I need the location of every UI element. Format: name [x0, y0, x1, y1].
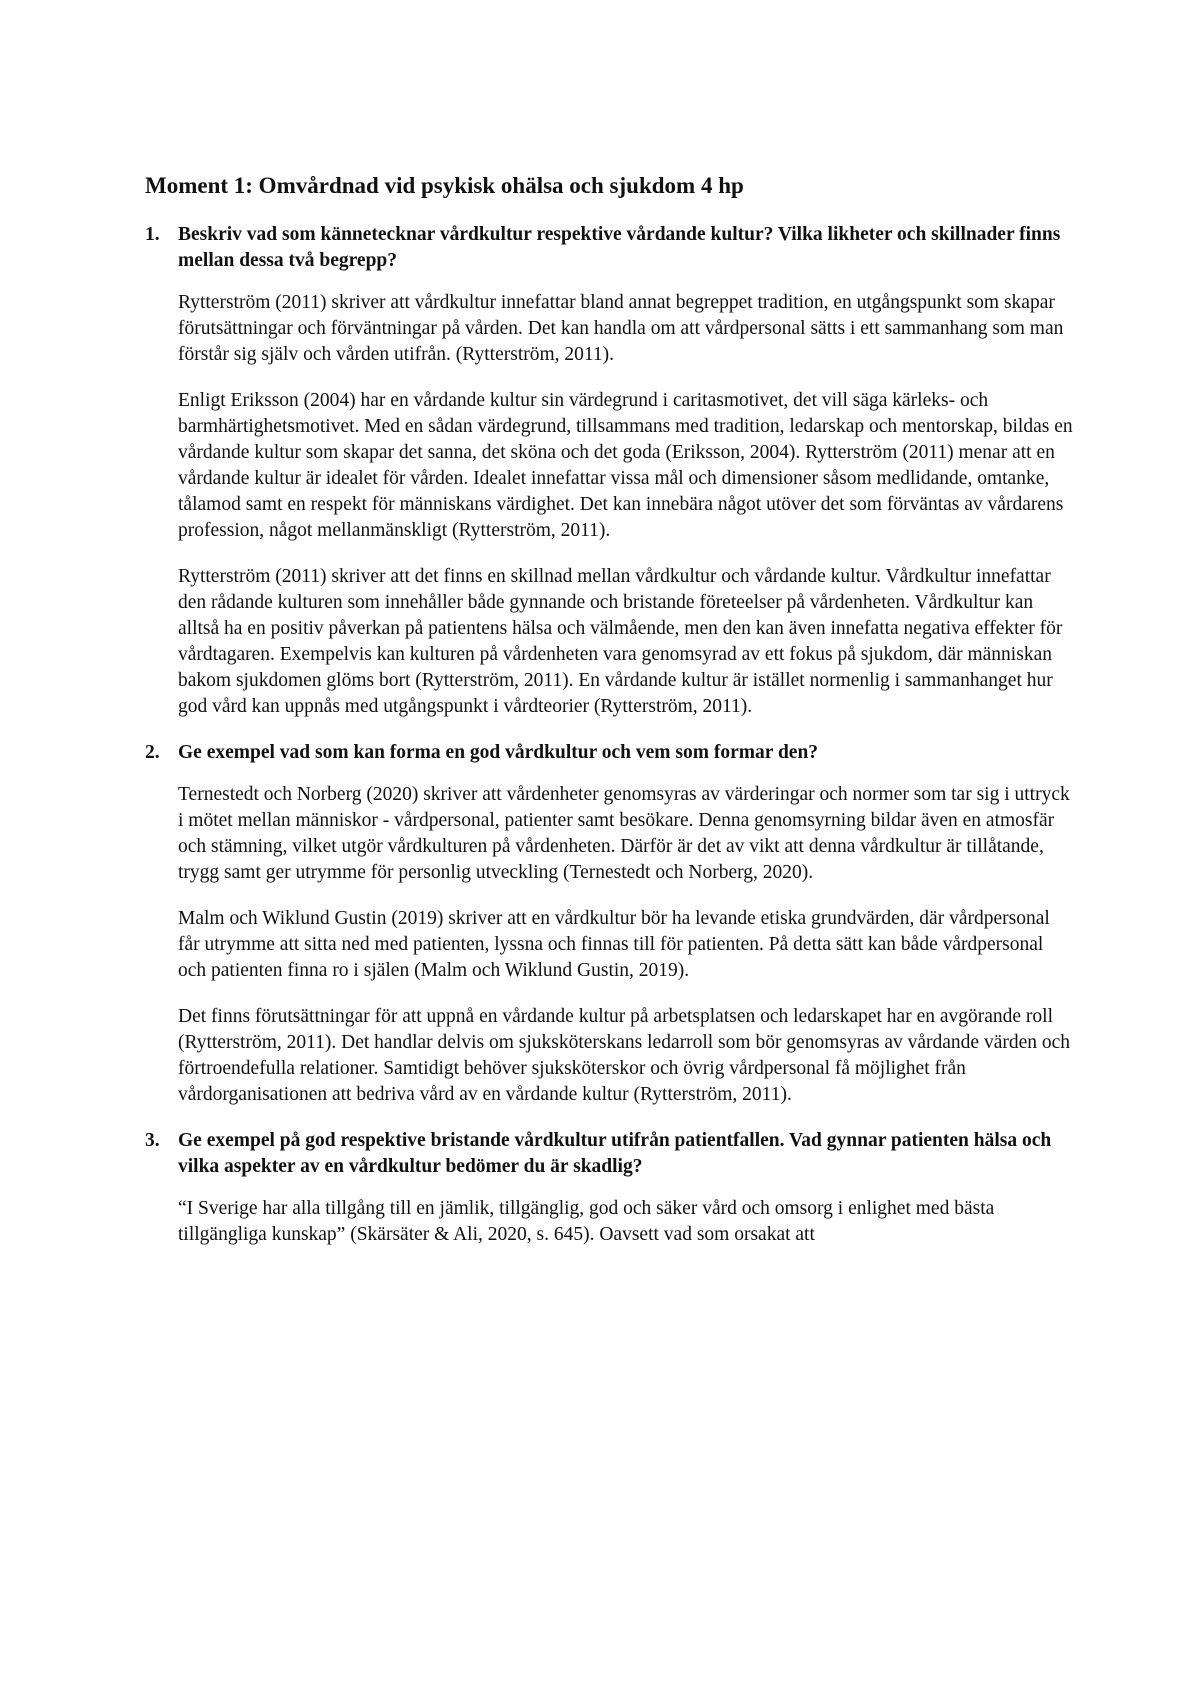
paragraph: Rytterström (2011) skriver att det finns en skillnad mellan vårdkultur och vårdande kultur. Vårdkultur innefattar den rådande kulturen som innehåller både gynnande och bristande företeelser på vårdenheten. Vårdkultur kan alltså ha en positiv påverkan på patientens hälsa och välmående, men den kan även innefatta negativa effekter för vårdtagaren. Exempelvis kan kulturen på vårdenheten vara genomsyrad av ett fokus på sjukdom, där människan bakom sjukdomen glöms bort (Rytterström, 2011). En vårdande kultur är istället normenlig i sammanhanget hur god vård kan uppnås med utgångspunkt i vårdteorier (Rytterström, 2011).: [178, 566, 1063, 717]
paragraph: Enligt Eriksson (2004) har en vårdande kultur sin värdegrund i caritasmotivet, det vill säga kärleks- och barmhärtighetsmotivet. Med en sådan värdegrund, tillsammans med tradition, ledarskap och mentorskap, bildas en vårdande kultur som skapar det sanna, det sköna och det goda (Eriksson, 2004). Rytterström (2011) menar att en vårdande kultur är idealet för vården. Idealet innefattar vissa mål och dimensioner såsom medlidande, omtanke, tålamod samt en respekt för människans värdighet. Det kan innebära något utöver det som förväntas av vårdarens profession, något mellanmänskligt (Rytterström, 2011).: [178, 390, 1073, 541]
paragraph: Det finns förutsättningar för att uppnå en vårdande kultur på arbetsplatsen och ledarskapet har en avgörande roll (Rytterström, 2011). Det handlar delvis om sjuksköterskans ledarroll som bör genomsyras av vårdande värden och förtroendefulla relationer. Samtidigt behöver sjuksköterskor och övrig vårdpersonal få möjlighet från vårdorganisationen att bedriva vård av en vårdande kultur (Rytterström, 2011).: [178, 1006, 1071, 1105]
question-number: 2.: [145, 742, 160, 763]
question-text: Ge exempel på god respektive bristande vårdkultur utifrån patientfallen. Vad gynnar patienten hälsa och vilka aspekter av en vårdkultur bedömer du är skadlig?: [178, 1130, 1052, 1177]
question-text: Ge exempel vad som kan forma en god vårdkultur och vem som formar den?: [178, 742, 819, 763]
question-number: 3.: [145, 1130, 160, 1151]
paragraph: Ternestedt och Norberg (2020) skriver att vårdenheter genomsyras av värderingar och normer som tar sig i uttryck i mötet mellan människor - vårdpersonal, patienter samt besökare. Denna genomsyrning bildar även en atmosfär och stämning, vilket utgör vårdkulturen på vårdenheten. Därför är det av vikt att denna vårdkultur är tillåtande, trygg samt ger utrymme för personlig utveckling (Ternestedt och Norberg, 2020).: [178, 784, 1070, 883]
question-heading: [145, 740, 1075, 766]
paragraph: “I Sverige har alla tillgång till en jämlik, tillgänglig, god och säker vård och omsorg i enlighet med bästa tillgängliga kunskap” (Skärsäter & Ali, 2020, s. 645). Oavsett vad som orsakat att: [178, 1198, 995, 1245]
page-title: Moment 1: Omvårdnad vid psykisk ohälsa och sjukdom 4 hp: [145, 173, 744, 198]
question-3: [145, 1128, 1075, 1248]
question-heading: [145, 222, 1075, 274]
question-text: Beskriv vad som kännetecknar vårdkultur respektive vårdande kultur? Vilka likheter och skillnader finns mellan dessa två begrepp?: [178, 224, 1061, 271]
question-number: 1.: [145, 224, 160, 245]
question-heading: [145, 1128, 1075, 1180]
question-2: [145, 740, 1075, 1108]
question-1: [145, 222, 1075, 720]
paragraph: Malm och Wiklund Gustin (2019) skriver att en vårdkultur bör ha levande etiska grundvärden, där vårdpersonal får utrymme att sitta ned med patienten, lyssna och finnas till för patienten. På detta sätt kan både vårdpersonal och patienten finna ro i själen (Malm och Wiklund Gustin, 2019).: [178, 908, 1050, 981]
paragraph: Rytterström (2011) skriver att vårdkultur innefattar bland annat begreppet tradition, en utgångspunkt som skapar förutsättningar och förväntningar på vården. Det kan handla om att vårdpersonal sätts i ett sammanhang som man förstår sig själv och vården utifrån. (Rytterström, 2011).: [178, 292, 1064, 365]
document-body: [145, 172, 1075, 1268]
